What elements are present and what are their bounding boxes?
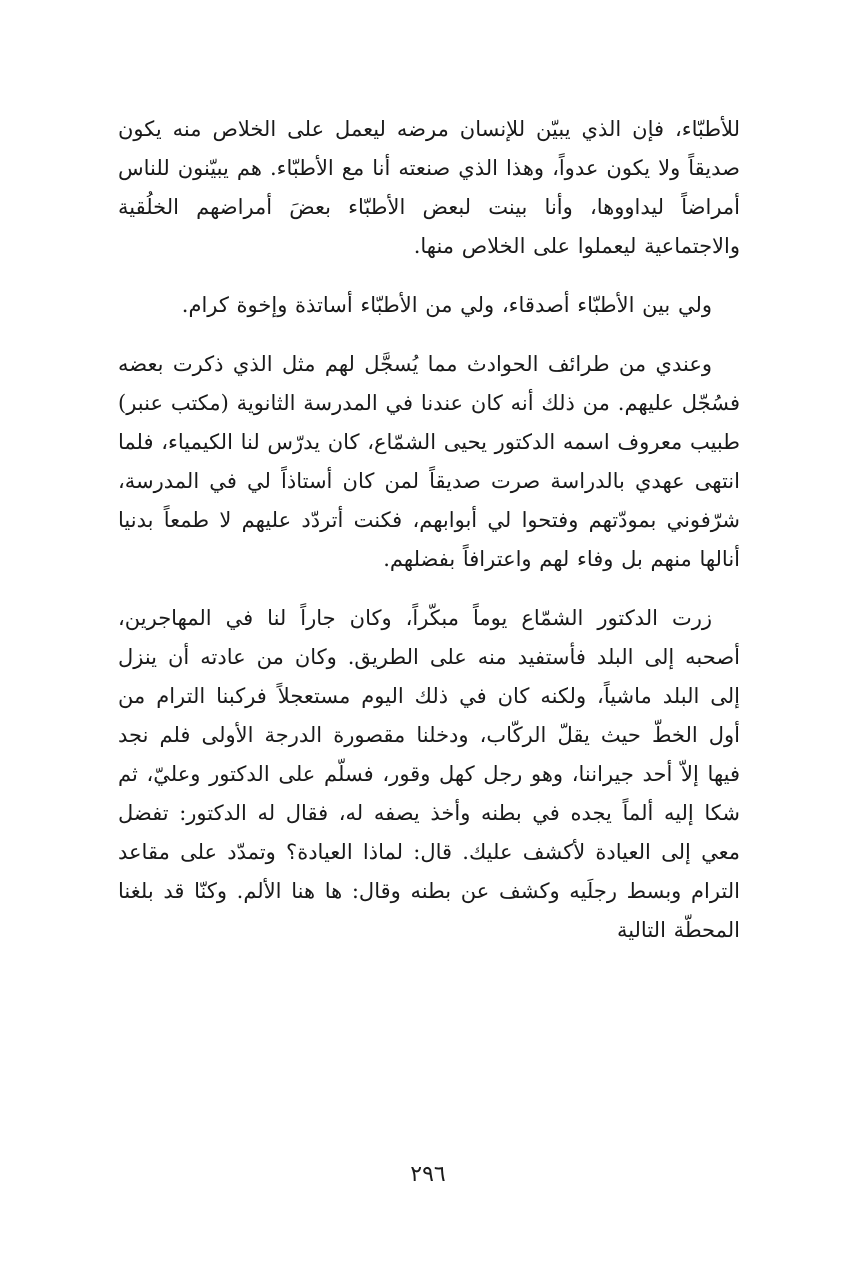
paragraph-4: زرت الدكتور الشمّاع يوماً مبكّراً، وكان جاراً لنا في المهاجرين، أصحبه إلى البلد فأستفيد منه على الطريق. وكان من عادته أن ينزل إلى البلد ماشياً، ولكنه كان في ذلك اليوم مستعجلاً فركبنا الترام من أول الخطّ حيث يقلّ الركّاب، ودخلنا مقصورة الدرجة الأولى فلم نجد فيها إلاّ أحد جيراننا، وهو رجل كهل وقور، فسلّم على الدكتور وعليّ، ثم شكا إليه ألماً يجده في بطنه وأخذ يصفه له، فقال له الدكتور: تفضل معي إلى العيادة لأكشف عليك. قال: لماذا العيادة؟ وتمدّد على مقاعد الترام وبسط رجلَيه وكشف عن بطنه وقال: ها هنا الألم. وكنّا قد بلغنا المحطّة التالية <box>118 606 740 942</box>
page-number: ٢٩٦ <box>410 1162 446 1187</box>
paragraph-2: ولي بين الأطبّاء أصدقاء، ولي من الأطبّاء أساتذة وإخوة كرام. <box>181 293 712 317</box>
body-text <box>118 110 740 970</box>
paragraph-1: للأطبّاء، فإن الذي يبيّن للإنسان مرضه ليعمل على الخلاص منه يكون صديقاً ولا يكون عدواً، وهذا الذي صنعته أنا مع الأطبّاء. هم يبيّنون للناس أمراضاً ليداووها، وأنا بينت لبعض الأطبّاء بعضَ أمراضهم الخلُقية والاجتماعية ليعملوا على الخلاص منها. <box>118 117 740 258</box>
paragraph-3: وعندي من طرائف الحوادث مما يُسجَّل لهم مثل الذي ذكرت بعضه فسُجّل عليهم. من ذلك أنه كان عندنا في المدرسة الثانوية (مكتب عنبر) طبيب معروف اسمه الدكتور يحيى الشمّاع، كان يدرّس لنا الكيمياء، فلما انتهى عهدي بالدراسة صرت صديقاً لمن كان أستاذاً لي في المدرسة، شرّفوني بمودّتهم وفتحوا لي أبوابهم، فكنت أتردّد عليهم لا طمعاً بدنيا أنالها منهم بل وفاء لهم واعترافاً بفضلهم. <box>118 352 740 571</box>
